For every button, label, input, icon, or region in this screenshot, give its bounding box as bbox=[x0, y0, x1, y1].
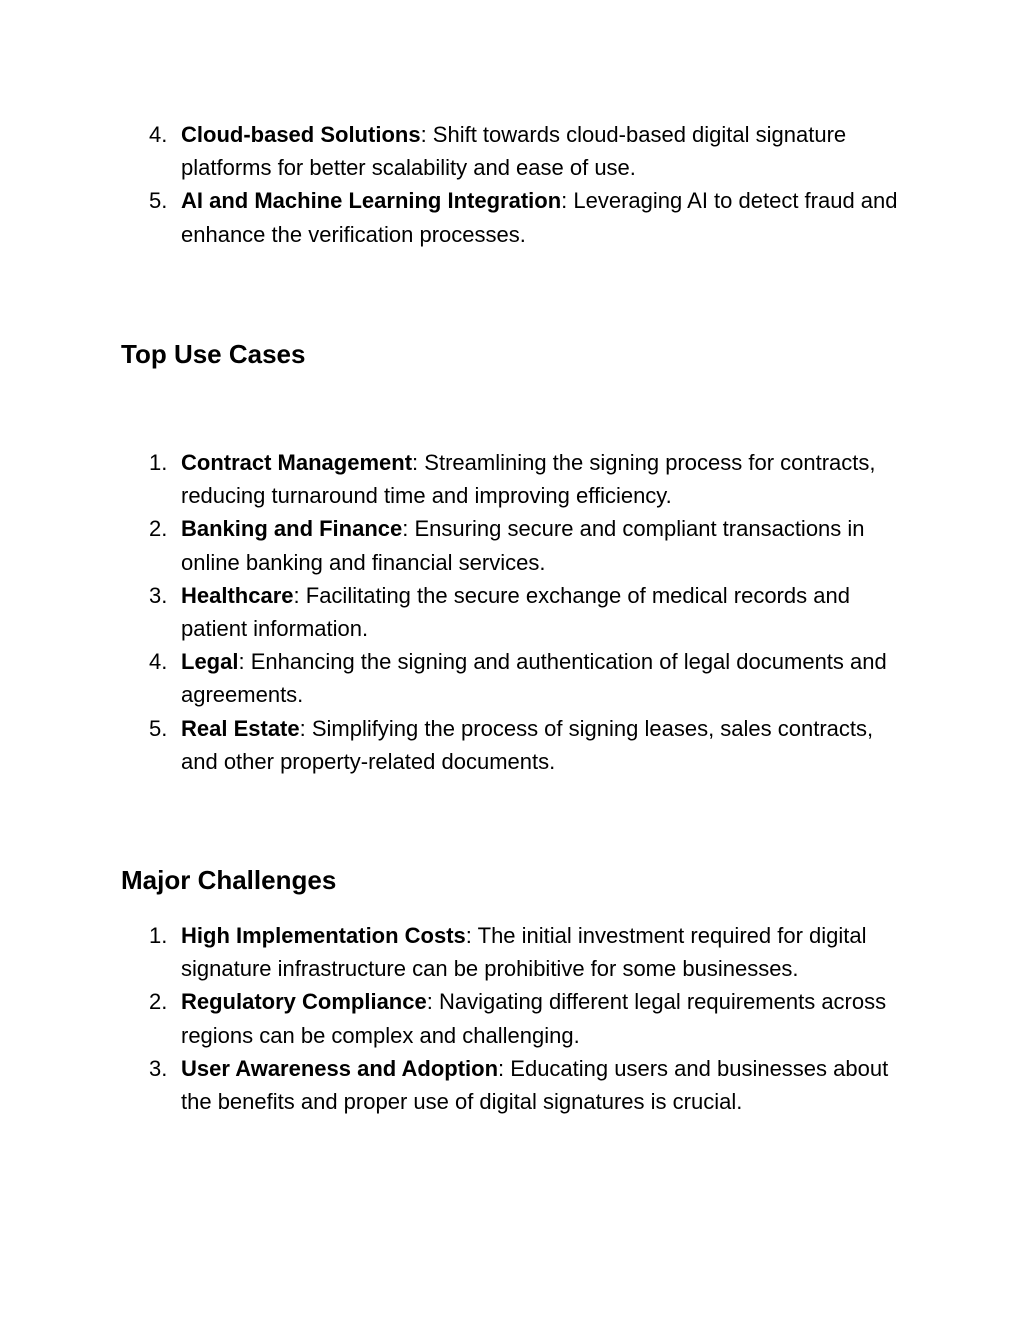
list-item-number: 4. bbox=[149, 122, 168, 147]
list-item-number: 5. bbox=[149, 188, 168, 214]
list-item-description: The initial investment required for digital signature infrastructure can be prohibitive for some businesses. bbox=[181, 923, 867, 982]
list-item-term: Real Estate bbox=[181, 715, 300, 741]
list-item-separator: : bbox=[238, 649, 245, 675]
list-item-description: Facilitating the secure exchange of medical records and patient information. bbox=[181, 582, 850, 642]
list-item-number: 4. bbox=[149, 649, 168, 675]
list-item-number: 1. bbox=[149, 923, 168, 948]
list-item-term: High Implementation Costs bbox=[181, 923, 466, 948]
list-item-separator: : bbox=[465, 923, 472, 948]
list-item-number: 3. bbox=[149, 1055, 168, 1081]
list-item-description: Enhancing the signing and authentication of legal documents and agreements. bbox=[181, 649, 887, 708]
list-item bbox=[0, 919, 1024, 985]
list-item-number: 1. bbox=[149, 450, 168, 475]
list-item-number: 3. bbox=[149, 582, 168, 608]
list-item bbox=[0, 118, 1024, 184]
use-cases-list bbox=[0, 446, 1024, 778]
list-item bbox=[0, 512, 1024, 578]
list-item-separator: : bbox=[402, 516, 409, 542]
list-item-description: Ensuring secure and compliant transactions in online banking and financial services. bbox=[181, 516, 865, 575]
list-item bbox=[0, 645, 1024, 711]
trends-list bbox=[0, 118, 1024, 251]
list-item-description: Streamlining the signing process for contracts, reducing turnaround time and improving efficiency. bbox=[181, 450, 876, 509]
list-item-description: Shift towards cloud-based digital signature platforms for better scalability and ease of use. bbox=[181, 122, 847, 181]
list-item-number: 5. bbox=[149, 715, 168, 741]
list-item-number: 2. bbox=[149, 989, 168, 1015]
list-item-term: Banking and Finance bbox=[181, 516, 403, 542]
section-heading-challenges: Major Challenges bbox=[121, 865, 337, 895]
list-item-description: Navigating different legal requirements across regions can be complex and challenging. bbox=[181, 989, 887, 1048]
list-item-description: Leveraging AI to detect fraud and enhance the verification processes. bbox=[181, 188, 898, 247]
list-item-separator: : bbox=[293, 582, 300, 608]
list-item-separator: : bbox=[420, 122, 427, 147]
list-item-number: 2. bbox=[149, 516, 168, 542]
list-item bbox=[0, 184, 1024, 250]
list-item-separator: : bbox=[561, 188, 568, 214]
list-item-description: Educating users and businesses about the benefits and proper use of digital signatures is crucial. bbox=[181, 1055, 889, 1115]
section-heading-use-cases: Top Use Cases bbox=[121, 339, 306, 369]
list-item-term: Regulatory Compliance bbox=[181, 989, 427, 1015]
list-item-separator: : bbox=[426, 989, 433, 1015]
list-item-term: Healthcare bbox=[181, 582, 294, 608]
list-item-term: Contract Management bbox=[181, 450, 413, 475]
list-item-term: AI and Machine Learning Integration bbox=[181, 188, 562, 214]
list-item-separator: : bbox=[498, 1055, 505, 1081]
list-item-separator: : bbox=[299, 715, 306, 741]
list-item-term: User Awareness and Adoption bbox=[181, 1055, 499, 1081]
list-item-description: Simplifying the process of signing leases, sales contracts, and other property-related documents. bbox=[181, 715, 874, 774]
list-item-term: Legal bbox=[181, 649, 239, 675]
list-item bbox=[0, 446, 1024, 512]
list-item-term: Cloud-based Solutions bbox=[181, 122, 421, 147]
list-item-separator: : bbox=[412, 450, 419, 475]
list-item bbox=[0, 985, 1024, 1051]
list-item bbox=[0, 712, 1024, 778]
list-item bbox=[0, 579, 1024, 645]
list-item bbox=[0, 1052, 1024, 1118]
challenges-list bbox=[0, 919, 1024, 1118]
